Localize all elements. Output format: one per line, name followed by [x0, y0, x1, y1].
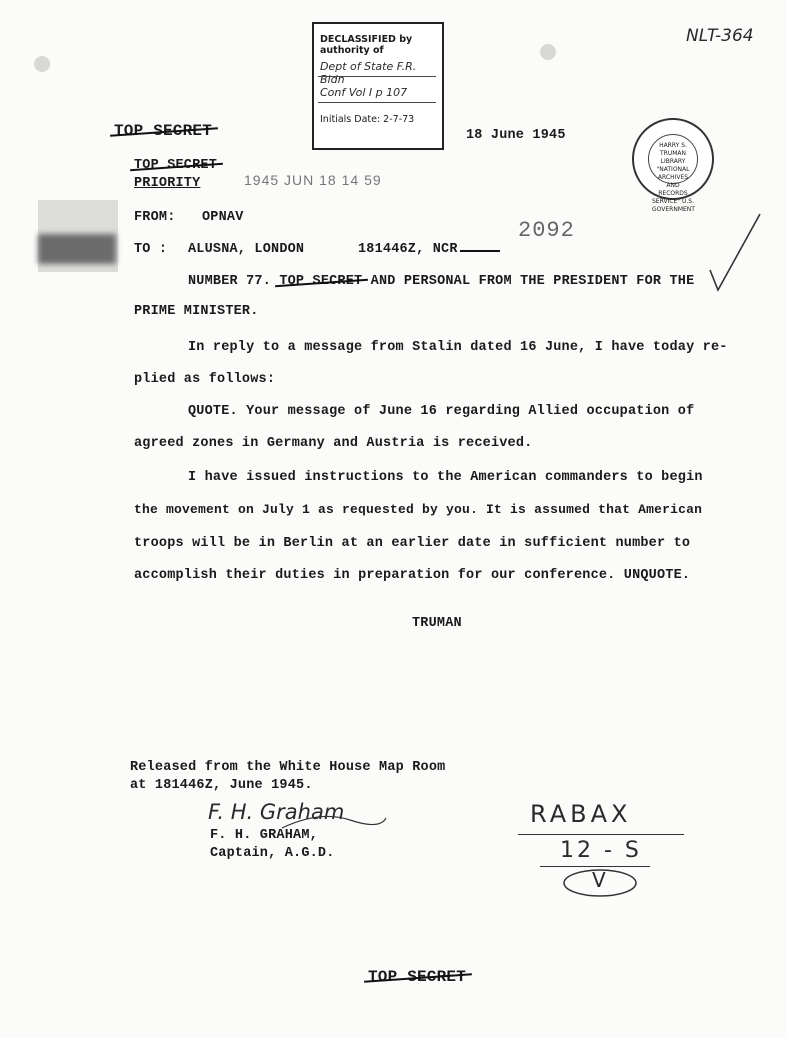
body-line-10: accomplish their duties in preparation for our conference. UNQUOTE. — [134, 568, 691, 583]
header-classification: TOP SECRET — [114, 122, 213, 140]
handwritten-note-line-2: 12 - S — [560, 838, 642, 863]
check-mark-icon — [706, 210, 766, 300]
release-title: Captain, A.G.D. — [210, 846, 335, 861]
handwritten-signature: F. H. Graham — [208, 800, 345, 824]
to-label: TO : — [134, 242, 168, 257]
body-line-8: the movement on July 1 as requested by you. It is assumed that American — [134, 502, 703, 517]
reference-number: NLT-364 — [686, 26, 754, 46]
declass-line-2: Dept of State F.R. Bldn — [320, 60, 417, 86]
footer-classification: TOP SECRET — [368, 968, 467, 986]
redacted-mark — [38, 234, 116, 264]
receipt-timestamp: 1945 JUN 18 14 59 — [244, 172, 382, 188]
message-date: 18 June 1945 — [466, 128, 566, 143]
body-line-6: agreed zones in Germany and Austria is received. — [134, 436, 533, 451]
priority-label: PRIORITY — [134, 176, 201, 191]
date-time-group: 181446Z, NCR — [358, 242, 500, 257]
to-value: ALUSNA, LONDON — [188, 242, 305, 257]
body-line-3: In reply to a message from Stalin dated 16 June, I have today re- — [188, 340, 728, 355]
body-line-5: QUOTE. Your message of June 16 regarding Allied occupation of — [188, 404, 695, 419]
declass-line-3: Conf Vol I p 107 — [320, 86, 408, 99]
from-value: OPNAV — [202, 210, 244, 225]
classification-line: TOP SECRET — [134, 158, 218, 173]
release-line-1: Released from the White House Map Room — [130, 760, 446, 775]
declassification-stamp — [312, 22, 444, 150]
release-line-2: at 181446Z, June 1945. — [130, 778, 313, 793]
hole-punch-right — [540, 44, 556, 60]
declass-line-1: DECLASSIFIED by authority of — [320, 34, 413, 56]
from-label: FROM: — [134, 210, 176, 225]
body-line-1: NUMBER 77. TOP SECRET AND PERSONAL FROM THE PRESIDENT FOR THE — [188, 274, 695, 289]
truman-library-seal: HARRY S. TRUMAN LIBRARY "NATIONAL ARCHIVES AND RECORDS SERVICE" U.S. GOVERNMENT — [632, 118, 714, 200]
handwritten-note-line-1: RABAX — [530, 800, 632, 828]
body-line-4: plied as follows: — [134, 372, 276, 387]
hole-punch-left — [34, 56, 50, 72]
body-line-9: troops will be in Berlin at an earlier date in sufficient number to — [134, 536, 691, 551]
handwritten-note-line-3: V — [592, 868, 606, 892]
body-line-7: I have issued instructions to the American commanders to begin — [188, 470, 703, 485]
signature-name: TRUMAN — [412, 616, 462, 631]
body-line-2: PRIME MINISTER. — [134, 304, 259, 319]
declass-line-4: Initials Date: 2-7-73 — [320, 114, 415, 125]
handwritten-note-rule-1 — [518, 834, 684, 835]
serial-number: 2092 — [518, 218, 575, 243]
release-name: F. H. GRAHAM, — [210, 828, 318, 843]
